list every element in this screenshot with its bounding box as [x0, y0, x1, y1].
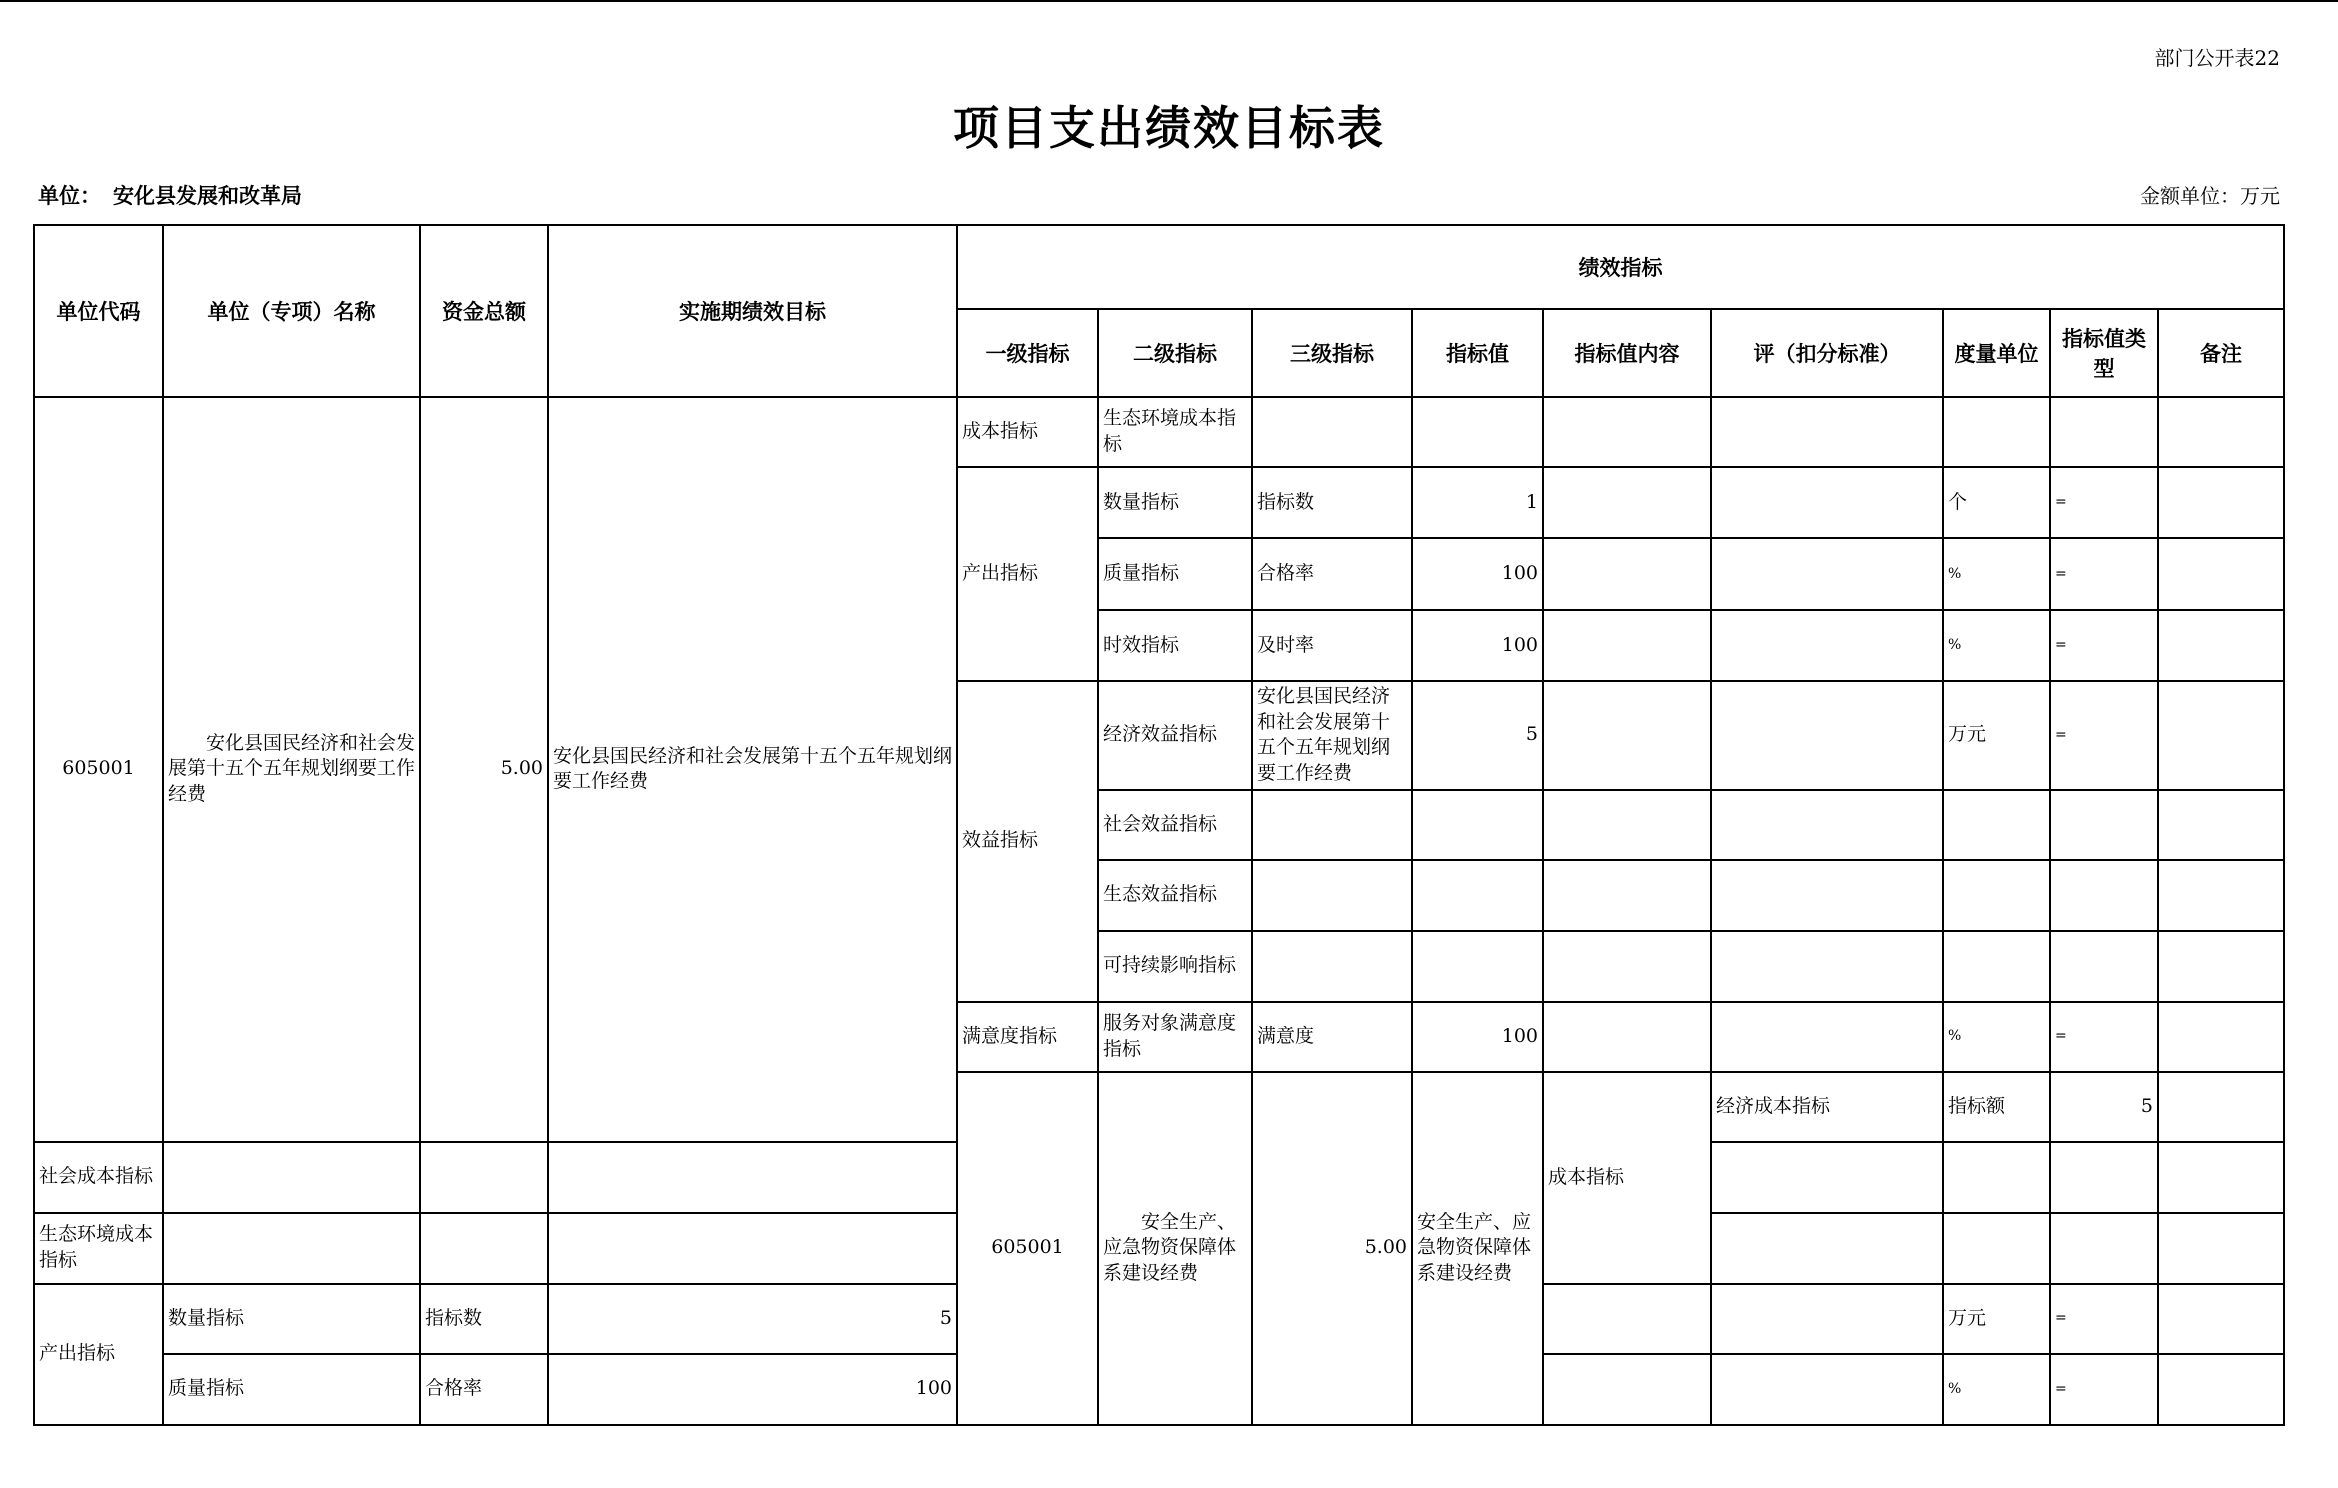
header-value: 指标值 — [1412, 309, 1543, 397]
value-cell — [1412, 790, 1543, 860]
criteria-cell — [1711, 860, 1943, 931]
unit-cell — [1943, 1142, 2050, 1213]
level2-cell: 数量指标 — [1098, 467, 1252, 538]
criteria-cell — [1711, 538, 1943, 610]
level3-cell: 合格率 — [1252, 538, 1412, 610]
level2-cell: 时效指标 — [1098, 610, 1252, 681]
criteria-cell — [1711, 931, 1943, 1002]
value-content-cell — [1543, 397, 1711, 467]
header-unit: 度量单位 — [1943, 309, 2050, 397]
header-goal: 实施期绩效目标 — [548, 225, 957, 397]
project-code: 605001 — [34, 397, 163, 1142]
performance-table — [33, 224, 2285, 1426]
value-type-cell: = — [2050, 1002, 2158, 1072]
criteria-cell — [1711, 1002, 1943, 1072]
header-total: 资金总额 — [420, 225, 548, 397]
value-cell: 5 — [2050, 1072, 2158, 1142]
remark-cell — [2158, 1284, 2284, 1354]
header-level3: 三级指标 — [1252, 309, 1412, 397]
value-content-cell — [1543, 1002, 1711, 1072]
level1-cell: 成本指标 — [1543, 1072, 1711, 1284]
value-cell: 100 — [1412, 1002, 1543, 1072]
unit-cell: 万元 — [1943, 1284, 2050, 1354]
remark-cell — [2158, 860, 2284, 931]
header-value-type: 指标值类型 — [2050, 309, 2158, 397]
level2-cell: 社会成本指标 — [34, 1142, 163, 1213]
header-indicators-group: 绩效指标 — [957, 225, 2284, 309]
remark-cell — [2158, 1142, 2284, 1213]
project-goal: 安全生产、应急物资保障体系建设经费 — [1412, 1072, 1543, 1425]
level3-cell — [1252, 860, 1412, 931]
value-content-cell — [548, 1142, 957, 1213]
level2-cell: 生态效益指标 — [1098, 860, 1252, 931]
level3-cell — [1252, 397, 1412, 467]
project-total: 5.00 — [420, 397, 548, 1142]
value-cell: 5 — [1412, 681, 1543, 790]
value-type-cell — [2050, 397, 2158, 467]
unit-cell: % — [1943, 1354, 2050, 1425]
level3-cell — [163, 1142, 420, 1213]
unit-cell — [1943, 860, 2050, 931]
level3-cell: 及时率 — [1252, 610, 1412, 681]
remark-cell — [2158, 467, 2284, 538]
header-remark: 备注 — [2158, 309, 2284, 397]
level3-cell: 指标额 — [1943, 1072, 2050, 1142]
level2-cell: 质量指标 — [163, 1354, 420, 1425]
page-title: 项目支出绩效目标表 — [953, 101, 1385, 155]
criteria-cell — [1711, 610, 1943, 681]
project-goal: 安化县国民经济和社会发展第十五个五年规划纲要工作经费 — [548, 397, 957, 1142]
remark-cell — [2158, 931, 2284, 1002]
remark-cell — [2158, 1002, 2284, 1072]
unit-cell — [1943, 790, 2050, 860]
value-content-cell — [1543, 1354, 1711, 1425]
value-type-cell: = — [2050, 1354, 2158, 1425]
project-total: 5.00 — [1252, 1072, 1412, 1425]
top-border-line — [0, 0, 2338, 2]
remark-cell — [2158, 610, 2284, 681]
value-type-cell: = — [2050, 1284, 2158, 1354]
level1-cell: 满意度指标 — [957, 1002, 1098, 1072]
value-content-cell — [1543, 610, 1711, 681]
level3-cell: 指标数 — [420, 1284, 548, 1354]
remark-cell — [2158, 1354, 2284, 1425]
criteria-cell — [1711, 1284, 1943, 1354]
remark-cell — [2158, 1213, 2284, 1284]
level2-cell: 生态环境成本指标 — [34, 1213, 163, 1284]
header-level1: 一级指标 — [957, 309, 1098, 397]
value-type-cell — [2050, 790, 2158, 860]
value-cell: 5 — [548, 1284, 957, 1354]
level3-cell — [1252, 931, 1412, 1002]
value-cell: 100 — [1412, 610, 1543, 681]
level2-cell: 数量指标 — [163, 1284, 420, 1354]
value-type-cell: = — [2050, 681, 2158, 790]
value-cell: 1 — [1412, 467, 1543, 538]
unit-name: 安化县发展和改革局 — [113, 183, 302, 208]
project-code: 605001 — [957, 1072, 1098, 1425]
value-type-cell: = — [2050, 467, 2158, 538]
remark-cell — [2158, 538, 2284, 610]
criteria-cell — [1711, 1354, 1943, 1425]
value-cell — [420, 1213, 548, 1284]
header-level2: 二级指标 — [1098, 309, 1252, 397]
remark-cell — [2158, 681, 2284, 790]
value-type-cell: = — [2050, 538, 2158, 610]
level2-cell: 质量指标 — [1098, 538, 1252, 610]
unit-cell — [1943, 397, 2050, 467]
value-cell: 100 — [1412, 538, 1543, 610]
level2-cell: 服务对象满意度指标 — [1098, 1002, 1252, 1072]
level3-cell: 合格率 — [420, 1354, 548, 1425]
level1-cell: 产出指标 — [957, 467, 1098, 681]
level3-cell — [163, 1213, 420, 1284]
table-row — [34, 397, 2284, 467]
criteria-cell — [1711, 397, 1943, 467]
value-cell — [420, 1142, 548, 1213]
money-unit: 金额单位：万元 — [2140, 184, 2280, 208]
value-cell — [1412, 860, 1543, 931]
header-criteria: 评（扣分标准） — [1711, 309, 1943, 397]
unit-cell: % — [1943, 538, 2050, 610]
value-content-cell — [548, 1213, 957, 1284]
level1-cell: 产出指标 — [34, 1284, 163, 1425]
unit-cell: 万元 — [1943, 681, 2050, 790]
project-name: 安全生产、应急物资保障体系建设经费 — [1098, 1072, 1252, 1425]
unit-cell: % — [1943, 1002, 2050, 1072]
value-content-cell — [1543, 931, 1711, 1002]
value-cell: 100 — [548, 1354, 957, 1425]
level1-cell: 效益指标 — [957, 681, 1098, 1002]
unit-label: 单位： — [38, 183, 101, 208]
value-cell — [1412, 931, 1543, 1002]
value-content-cell — [1543, 681, 1711, 790]
value-cell — [1412, 397, 1543, 467]
project-name: 安化县国民经济和社会发展第十五个五年规划纲要工作经费 — [163, 397, 420, 1142]
value-content-cell — [1543, 860, 1711, 931]
unit-cell — [1943, 1213, 2050, 1284]
value-content-cell — [1543, 1284, 1711, 1354]
value-content-cell — [1543, 467, 1711, 538]
level2-cell: 经济成本指标 — [1711, 1072, 1943, 1142]
header-name: 单位（专项）名称 — [163, 225, 420, 397]
criteria-cell — [1711, 467, 1943, 538]
unit-cell — [1943, 931, 2050, 1002]
unit-cell: 个 — [1943, 467, 2050, 538]
value-type-cell: = — [2050, 610, 2158, 681]
level3-cell: 满意度 — [1252, 1002, 1412, 1072]
remark-cell — [2158, 397, 2284, 467]
value-content-cell — [1543, 538, 1711, 610]
value-content-cell — [1543, 790, 1711, 860]
value-type-cell — [2050, 1142, 2158, 1213]
level2-cell: 社会效益指标 — [1098, 790, 1252, 860]
criteria-cell — [1711, 1213, 1943, 1284]
level2-cell: 可持续影响指标 — [1098, 931, 1252, 1002]
remark-cell — [2158, 790, 2284, 860]
level3-cell: 安化县国民经济和社会发展第十五个五年规划纲要工作经费 — [1252, 681, 1412, 790]
criteria-cell — [1711, 681, 1943, 790]
value-content-cell — [2158, 1072, 2284, 1142]
unit-cell: % — [1943, 610, 2050, 681]
level2-cell: 经济效益指标 — [1098, 681, 1252, 790]
value-type-cell — [2050, 1213, 2158, 1284]
level2-cell: 生态环境成本指标 — [1098, 397, 1252, 467]
header-code: 单位代码 — [34, 225, 163, 397]
table-number: 部门公开表22 — [2154, 46, 2280, 70]
criteria-cell — [1711, 790, 1943, 860]
unit-line — [38, 180, 302, 210]
header-value-content: 指标值内容 — [1543, 309, 1711, 397]
value-type-cell — [2050, 860, 2158, 931]
level3-cell — [1252, 790, 1412, 860]
criteria-cell — [1711, 1142, 1943, 1213]
value-type-cell — [2050, 931, 2158, 1002]
level3-cell: 指标数 — [1252, 467, 1412, 538]
level1-cell: 成本指标 — [957, 397, 1098, 467]
